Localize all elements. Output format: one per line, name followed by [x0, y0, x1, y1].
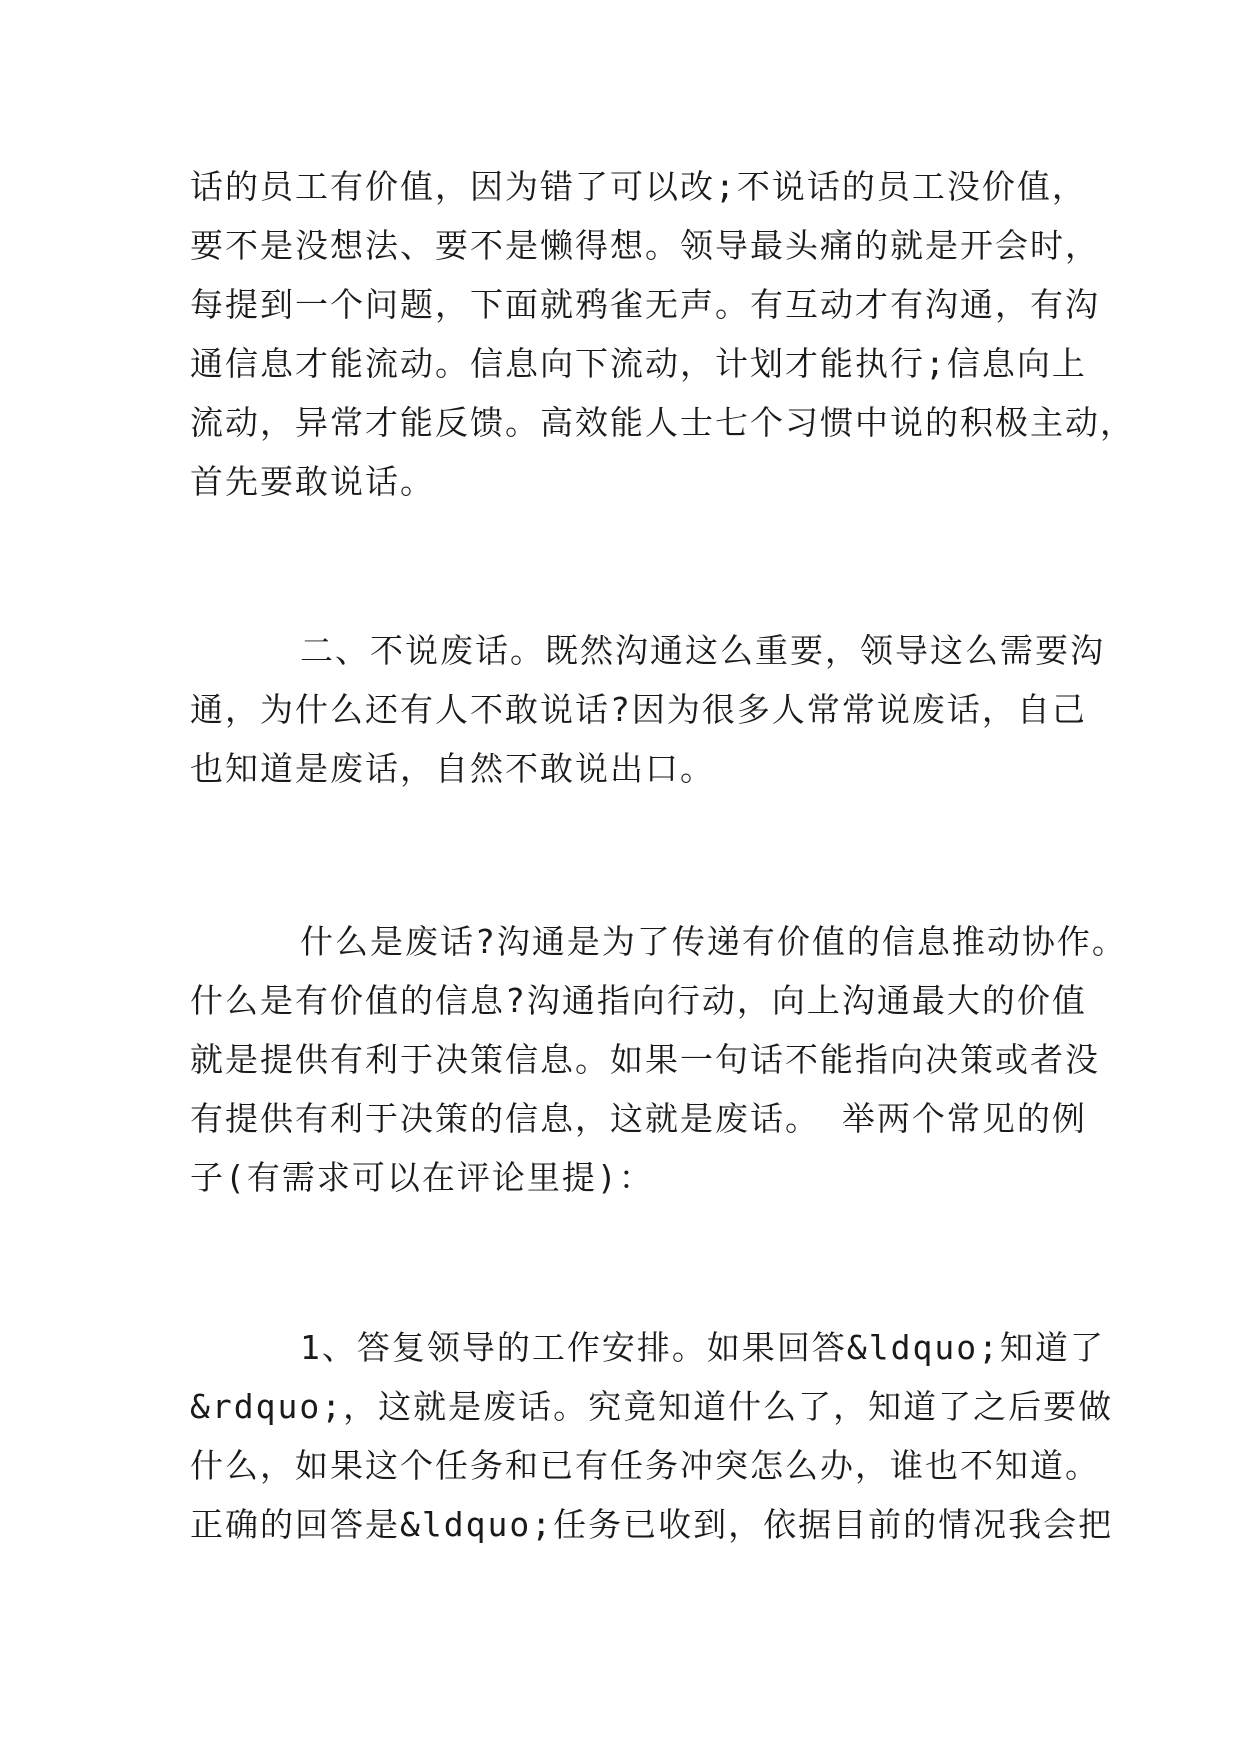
text-line: 有提供有利于决策的信息，这就是废话。 举两个常见的例 — [190, 1099, 1087, 1138]
text-line: 1、答复领导的工作安排。如果回答&ldquo;知道了 — [300, 1328, 1105, 1367]
text-line: 什么是废话?沟通是为了传递有价值的信息推动协作。 — [300, 922, 1127, 961]
text-line: &rdquo;，这就是废话。究竟知道什么了，知道了之后要做 — [190, 1387, 1114, 1426]
paragraph-continued — [190, 157, 1135, 511]
paragraph-what-is-nonsense — [190, 912, 1127, 1207]
text-line: 要不是没想法、要不是懒得想。领导最头痛的就是开会时， — [190, 226, 1100, 265]
text-line: 什么，如果这个任务和已有任务冲突怎么办，谁也不知道。 — [190, 1446, 1100, 1485]
text-line: 话的员工有价值，因为错了可以改;不说话的员工没价值， — [190, 167, 1087, 206]
text-line: 子(有需求可以在评论里提)： — [190, 1158, 654, 1197]
text-line: 通信息才能流动。信息向下流动，计划才能执行;信息向上 — [190, 344, 1087, 383]
paragraph-section-two — [190, 621, 1105, 798]
text-line: 正确的回答是&ldquo;任务已收到，依据目前的情况我会把 — [190, 1505, 1114, 1544]
text-line: 二、不说废话。既然沟通这么重要，领导这么需要沟 — [300, 631, 1105, 670]
text-line: 也知道是废话，自然不敢说出口。 — [190, 749, 715, 788]
text-line: 什么是有价值的信息?沟通指向行动，向上沟通最大的价值 — [190, 981, 1087, 1020]
text-line: 首先要敢说话。 — [190, 462, 435, 501]
text-line: 流动，异常才能反馈。高效能人士七个习惯中说的积极主动， — [190, 403, 1135, 442]
text-line: 通，为什么还有人不敢说话?因为很多人常常说废话，自己 — [190, 690, 1087, 729]
paragraph-example-one — [190, 1318, 1114, 1554]
text-line: 每提到一个问题，下面就鸦雀无声。有互动才有沟通，有沟 — [190, 285, 1100, 324]
text-line: 就是提供有利于决策信息。如果一句话不能指向决策或者没 — [190, 1040, 1100, 1079]
